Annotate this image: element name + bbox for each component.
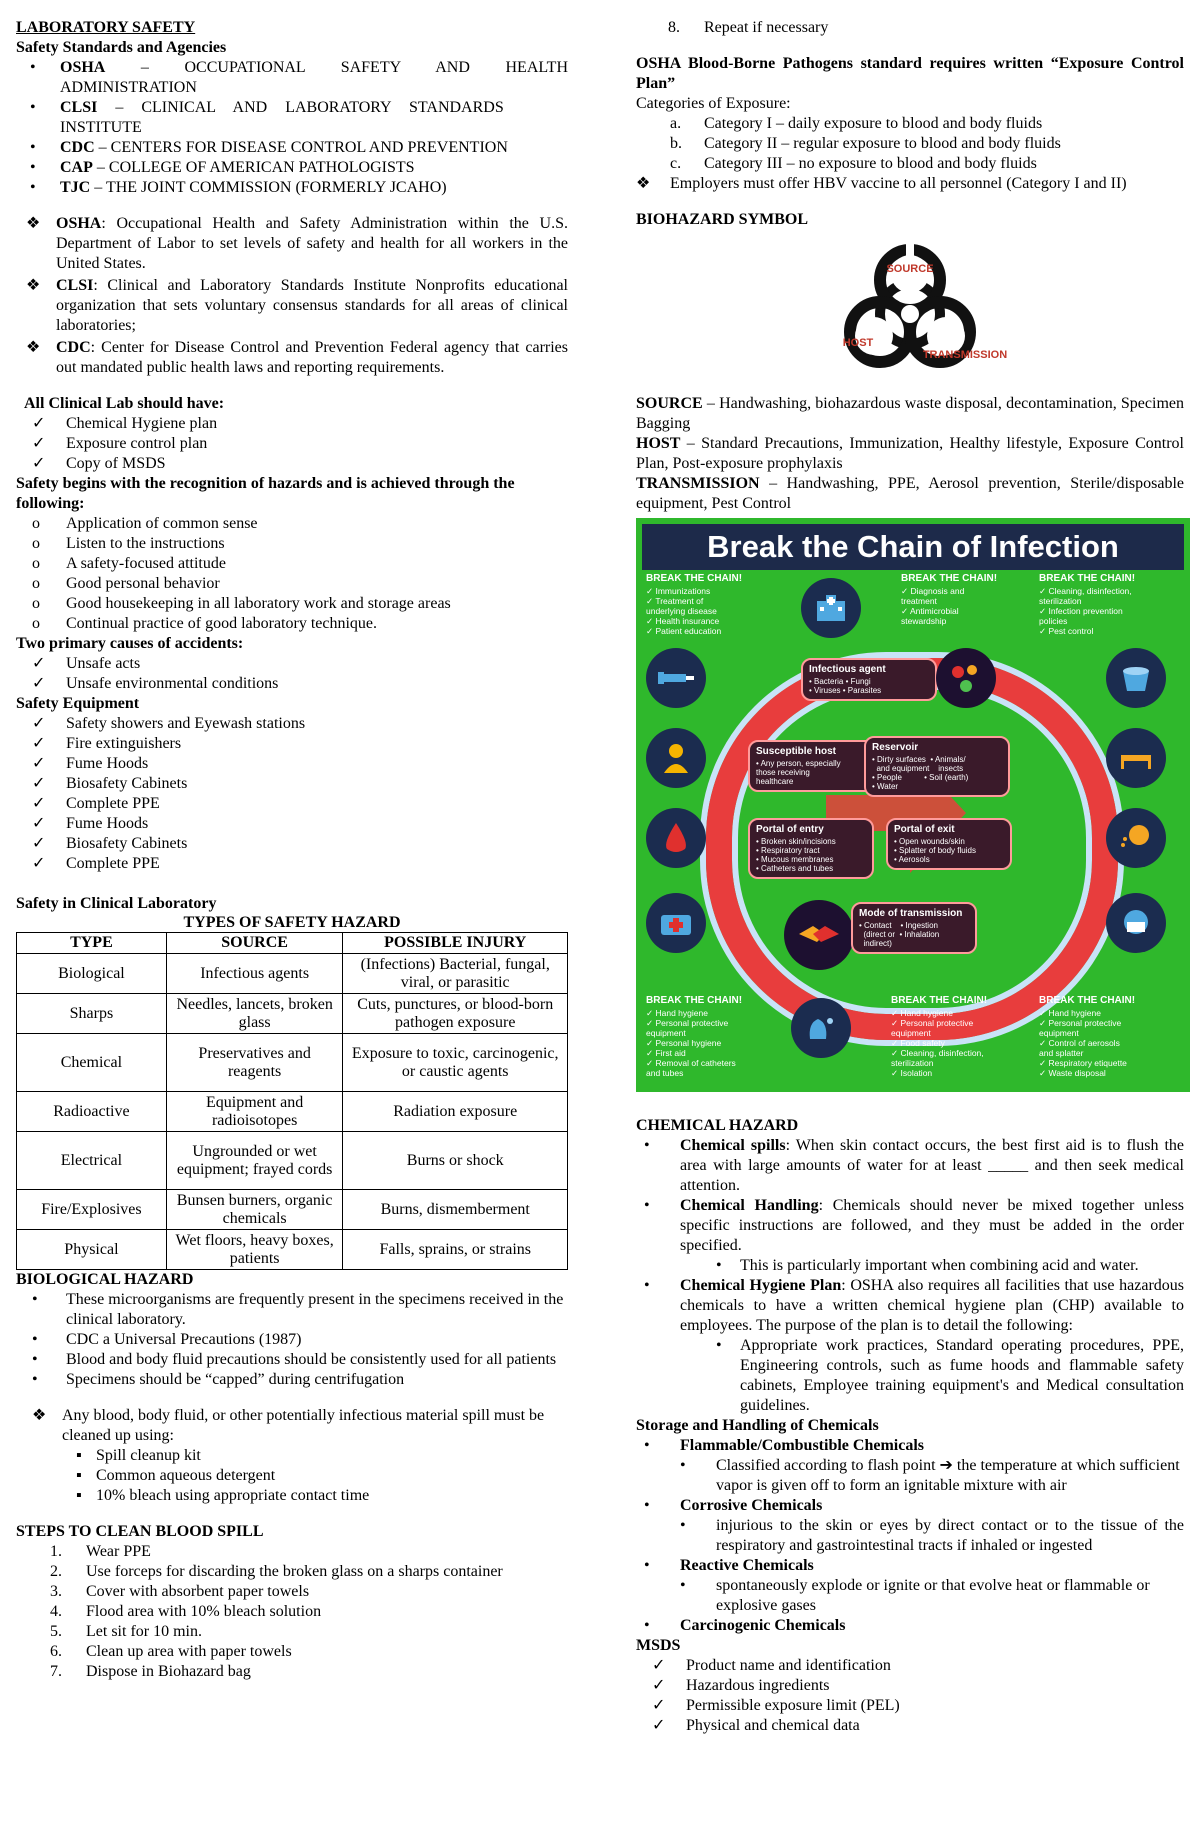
list-item: ✓ Biosafety Cabinets <box>32 775 188 792</box>
storage-list <box>644 1436 1184 1636</box>
table-cell: Fire/Explosives <box>17 1190 167 1230</box>
list-item: 3. Cover with absorbent paper towels <box>50 1583 310 1600</box>
chain-line-transmission: TRANSMISSION – Handwashing, PPE, Aerosol prevention, Sterile/disposable equipment, Pest Control <box>636 475 1184 512</box>
list-item: a. Category I – daily exposure to blood and body fluids <box>670 115 1043 132</box>
germs-icon <box>936 648 996 708</box>
portal-exit-box: Portal of exit • Open wounds/skin • Splatter of body fluids • Aerosols <box>886 818 1012 870</box>
list-item: 2. Use forceps for discarding the broken glass on a sharps container <box>50 1563 503 1580</box>
table-title: TYPES OF SAFETY HAZARD <box>183 914 401 931</box>
steps-list <box>50 1542 568 1682</box>
list-item: • Carcinogenic Chemicals <box>644 1617 846 1634</box>
hbv-note: ❖ Employers must offer HBV vaccine to all personnel (Category I and II) <box>636 175 1127 192</box>
list-item: ✓ Unsafe acts <box>32 655 141 672</box>
table-cell: Electrical <box>17 1132 167 1190</box>
categories-list <box>670 114 1184 174</box>
list-item: • CDC – CENTERS FOR DISEASE CONTROL AND PREVENTION <box>30 139 508 156</box>
list-item: ❖ CDC: Center for Disease Control and Prevention Federal agency that carries out mandated public health laws and reporting requirements. <box>26 339 568 376</box>
storage-heading: Storage and Handling of Chemicals <box>636 1417 879 1434</box>
right-column <box>636 18 1184 1736</box>
list-item: o Application of common sense <box>32 515 258 532</box>
infographic-title: Break the Chain of Infection <box>642 524 1184 570</box>
table-cell: Biological <box>17 954 167 994</box>
table-row <box>17 994 568 1034</box>
list-item: o A safety-focused attitude <box>32 555 226 572</box>
list-item: • Blood and body fluid precautions should be consistently used for all patients <box>32 1351 557 1368</box>
list-item: • spontaneously explode or ignite or that evolve heat or flammable or explosive gases <box>680 1577 1150 1614</box>
mask-icon <box>1106 893 1166 953</box>
handwashing-icon <box>791 998 851 1058</box>
list-item: ▪ 10% bleach using appropriate contact time <box>76 1487 370 1504</box>
chain-line-source: SOURCE – Handwashing, biohazardous waste disposal, decontamination, Specimen Bagging <box>636 395 1184 432</box>
bucket-icon <box>1106 648 1166 708</box>
list-item: 7. Dispose in Biohazard bag <box>50 1663 251 1680</box>
biohazard-transmission-label: TRANSMISSION <box>922 349 1008 361</box>
table-cell: Sharps <box>17 994 167 1034</box>
hazard-table <box>16 932 568 1270</box>
step-8: 8. Repeat if necessary <box>668 19 829 36</box>
list-item: ✓ Permissible exposure limit (PEL) <box>652 1697 900 1714</box>
osha-bbp-heading: OSHA Blood-Borne Pathogens standard requires written “Exposure Control Plan” <box>636 55 1184 92</box>
break-chain-bottom-left: BREAK THE CHAIN! ✓ Hand hygiene ✓ Personal protective equipment ✓ Personal hygiene ✓ First aid ✓ Removal of catheters and tubes <box>646 995 743 1078</box>
list-item: • Chemical Handling: Chemicals should never be mixed together unless specific instructions are followed, and they must be added in the order specified. <box>644 1197 1185 1254</box>
msds-heading: MSDS <box>636 1637 681 1654</box>
list-item: ✓ Unsafe environmental conditions <box>32 675 279 692</box>
table-cell: Burns, dismemberment <box>343 1190 568 1230</box>
biohazard-icon <box>810 234 1010 384</box>
list-item: ✓ Complete PPE <box>32 795 160 812</box>
safety-begins-heading: Safety begins with the recognition of hazards and is achieved through the following: <box>16 475 515 512</box>
list-item: ▪ Spill cleanup kit <box>76 1447 201 1464</box>
spill-list <box>76 1446 568 1506</box>
causes-list <box>32 654 568 694</box>
list-item: ✓ Copy of MSDS <box>32 455 166 472</box>
list-item: • CLSI – CLINICAL AND LABORATORY STANDARDS INSTITUTE <box>30 99 504 136</box>
handshake-icon <box>784 900 854 970</box>
column-header: SOURCE <box>166 933 343 954</box>
msds-list <box>652 1656 1184 1736</box>
table-cell: Bunsen burners, organic chemicals <box>166 1190 343 1230</box>
break-chain-top-left: BREAK THE CHAIN! ✓ Immunizations ✓ Treatment of underlying disease ✓ Health insurance ✓ Patient education <box>646 573 743 636</box>
list-item: ✓ Product name and identification <box>652 1657 891 1674</box>
biohazard-heading: BIOHAZARD SYMBOL <box>636 211 809 228</box>
table-cell: Needles, lancets, broken glass <box>166 994 343 1034</box>
syringe-icon <box>646 648 706 708</box>
all-lab-list <box>32 414 568 474</box>
hospital-icon <box>801 578 861 638</box>
table-row <box>17 1092 568 1132</box>
agencies-heading: Safety Standards and Agencies <box>16 39 227 56</box>
list-item: ✓ Complete PPE <box>32 855 160 872</box>
list-item: • Chemical Hygiene Plan: OSHA also requires all facilities that use hazardous chemicals to have a written chemical hygiene plan (CHP) available to employees. The purpose of the plan is to detail the following: <box>644 1277 1184 1334</box>
list-item: • These microorganisms are frequently present in the specimens received in the clinical laboratory. <box>32 1291 564 1328</box>
table-cell: Radioactive <box>17 1092 167 1132</box>
chain-line-host: HOST – Standard Precautions, Immunization, Healthy lifestyle, Exposure Control Plan, Post-exposure prophylaxis <box>636 435 1184 472</box>
table-cell: Wet floors, heavy boxes, patients <box>166 1230 343 1270</box>
column-header: TYPE <box>17 933 167 954</box>
column-header: POSSIBLE INJURY <box>343 933 568 954</box>
table-cell: Falls, sprains, or strains <box>343 1230 568 1270</box>
list-item: ✓ Fume Hoods <box>32 755 149 772</box>
table-cell: Cuts, punctures, or blood-born pathogen exposure <box>343 994 568 1034</box>
table-header-row <box>17 933 568 954</box>
list-item: o Good housekeeping in all laboratory work and storage areas <box>32 595 451 612</box>
list-item: o Good personal behavior <box>32 575 220 592</box>
list-item: ❖ OSHA: Occupational Health and Safety Administration within the U.S. Department of Labor to set levels of safety and health for all workers in the United States. <box>26 215 568 272</box>
table-row <box>17 1034 568 1092</box>
list-item: • Flammable/Combustible Chemicals <box>644 1437 924 1454</box>
bio-list <box>32 1290 568 1390</box>
arrow-right-icon: ➔ <box>939 1457 953 1474</box>
reservoir-box: Reservoir • Dirty surfaces • Animals/ and equipment insects • People • Soil (earth) • Water <box>864 736 1010 797</box>
list-item: ✓ Chemical Hygiene plan <box>32 415 218 432</box>
steps-heading: STEPS TO CLEAN BLOOD SPILL <box>16 1523 264 1540</box>
list-item: 5. Let sit for 10 min. <box>50 1623 202 1640</box>
table-cell: Physical <box>17 1230 167 1270</box>
spill-intro: ❖ Any blood, body fluid, or other potentially infectious material spill must be cleaned up using: <box>32 1407 545 1444</box>
susceptible-host-box: Susceptible host • Any person, especially those receiving healthcare <box>748 740 884 792</box>
sneeze-icon <box>1106 808 1166 868</box>
list-item: 4. Flood area with 10% bleach solution <box>50 1603 322 1620</box>
chain-of-infection-infographic <box>636 518 1190 1092</box>
table-cell: Equipment and radioisotopes <box>166 1092 343 1132</box>
table-cell: Burns or shock <box>343 1132 568 1190</box>
list-item: b. Category II – regular exposure to blood and body fluids <box>670 135 1061 152</box>
break-chain-top-mid: BREAK THE CHAIN! ✓ Diagnosis and treatment ✓ Antimicrobial stewardship <box>901 573 998 626</box>
portal-entry-box: Portal of entry • Broken skin/incisions • Respiratory tract • Mucous membranes • Catheters and tubes <box>748 818 874 879</box>
table-cell: (Infections) Bacterial, fungal, viral, or parasitic <box>343 954 568 994</box>
biohazard-host-label: HOST <box>842 337 874 349</box>
left-column <box>16 18 568 1682</box>
categories-intro: Categories of Exposure: <box>636 95 791 112</box>
list-item: ▪ Common aqueous detergent <box>76 1467 276 1484</box>
list-item: ✓ Physical and chemical data <box>652 1717 860 1734</box>
list-item: ✓ Safety showers and Eyewash stations <box>32 715 306 732</box>
bio-heading: BIOLOGICAL HAZARD <box>16 1271 194 1288</box>
agencies-list <box>30 58 568 198</box>
safety-begins-list <box>32 514 568 634</box>
all-lab-heading: All Clinical Lab should have: <box>24 395 225 412</box>
list-item: ❖ CLSI: Clinical and Laboratory Standards Institute Nonprofits educational organization that sets voluntary consensus standards for all areas of clinical laboratories; <box>26 277 568 334</box>
list-item: • CAP – COLLEGE OF AMERICAN PATHOLOGISTS <box>30 159 415 176</box>
chem-list <box>644 1136 1184 1416</box>
first-aid-kit-icon <box>646 893 706 953</box>
list-item: o Continual practice of good laboratory technique. <box>32 615 378 632</box>
person-icon <box>646 728 706 788</box>
list-item: ✓ Hazardous ingredients <box>652 1677 830 1694</box>
list-item: • Appropriate work practices, Standard operating procedures, PPE, Engineering controls, such as fume hoods and flammable safety cabinets, Employee training equipment's and Medical consultation guidelines. <box>716 1337 1184 1414</box>
table-row <box>17 1190 568 1230</box>
table-row <box>17 1230 568 1270</box>
table-cell: Infectious agents <box>166 954 343 994</box>
break-chain-bottom-mid: BREAK THE CHAIN! ✓ Hand hygiene ✓ Personal protective equipment ✓ Food safety ✓ Cleaning, disinfection, sterilization ✓ Isolation <box>891 995 988 1078</box>
document-title: LABORATORY SAFETY <box>16 19 196 36</box>
list-item: ✓ Fume Hoods <box>32 815 149 832</box>
table-row <box>17 954 568 994</box>
infectious-agent-box: Infectious agent • Bacteria • Fungi • Viruses • Parasites <box>801 658 937 701</box>
nose-icon <box>646 808 706 868</box>
list-item: ✓ Fire extinguishers <box>32 735 182 752</box>
list-item: • This is particularly important when combining acid and water. <box>716 1257 1139 1274</box>
table-cell: Radiation exposure <box>343 1092 568 1132</box>
break-chain-bottom-right: BREAK THE CHAIN! ✓ Hand hygiene ✓ Personal protective equipment ✓ Control of aerosols and splatter ✓ Respiratory etiquette ✓ Waste disposal <box>1039 995 1136 1078</box>
list-item: • Reactive Chemicals <box>644 1557 814 1574</box>
list-item: • Specimens should be “capped” during centrifugation <box>32 1371 405 1388</box>
hospital-bed-icon <box>1106 728 1166 788</box>
causes-heading: Two primary causes of accidents: <box>16 635 244 652</box>
biohazard-symbol <box>636 234 1184 384</box>
biohazard-source-label: SOURCE <box>886 263 934 275</box>
list-item: ✓ Biosafety Cabinets <box>32 835 188 852</box>
list-item: • Classified according to flash point ➔ the temperature at which sufficient vapor is given off to form an ignitable mixture with air <box>680 1457 1180 1494</box>
list-item: • injurious to the skin or eyes by direct contact or to the tissue of the respiratory and gastrointestinal tracts if inhaled or ingested <box>680 1517 1184 1554</box>
list-item: o Listen to the instructions <box>32 535 225 552</box>
break-chain-top-right: BREAK THE CHAIN! ✓ Cleaning, disinfection, sterilization ✓ Infection prevention policies ✓ Pest control <box>1039 573 1136 636</box>
list-item: 1. Wear PPE <box>50 1543 151 1560</box>
clinical-heading: Safety in Clinical Laboratory <box>16 895 217 912</box>
table-cell: Chemical <box>17 1034 167 1092</box>
list-item: • CDC a Universal Precautions (1987) <box>32 1331 302 1348</box>
list-item: c. Category III – no exposure to blood and body fluids <box>670 155 1037 172</box>
table-row <box>17 1132 568 1190</box>
mode-transmission-box: Mode of transmission • Contact • Ingestion (direct or • Inhalation indirect) <box>851 902 977 954</box>
equipment-heading: Safety Equipment <box>16 695 140 712</box>
table-cell: Preservatives and reagents <box>166 1034 343 1092</box>
list-item: ✓ Exposure control plan <box>32 435 208 452</box>
agency-definitions <box>26 214 568 378</box>
equipment-list <box>32 714 568 874</box>
list-item: • Corrosive Chemicals <box>644 1497 823 1514</box>
list-item: • OSHA – OCCUPATIONAL SAFETY AND HEALTH ADMINISTRATION <box>30 59 568 96</box>
table-cell: Exposure to toxic, carcinogenic, or caustic agents <box>343 1034 568 1092</box>
chem-heading: CHEMICAL HAZARD <box>636 1117 799 1134</box>
list-item: • TJC – THE JOINT COMMISSION (FORMERLY JCAHO) <box>30 179 447 196</box>
list-item: • Chemical spills: When skin contact occurs, the best first aid is to flush the area with large amounts of water for at least _____ and then seek medical attention. <box>644 1137 1184 1194</box>
table-cell: Ungrounded or wet equipment; frayed cords <box>166 1132 343 1190</box>
list-item: 6. Clean up area with paper towels <box>50 1643 292 1660</box>
